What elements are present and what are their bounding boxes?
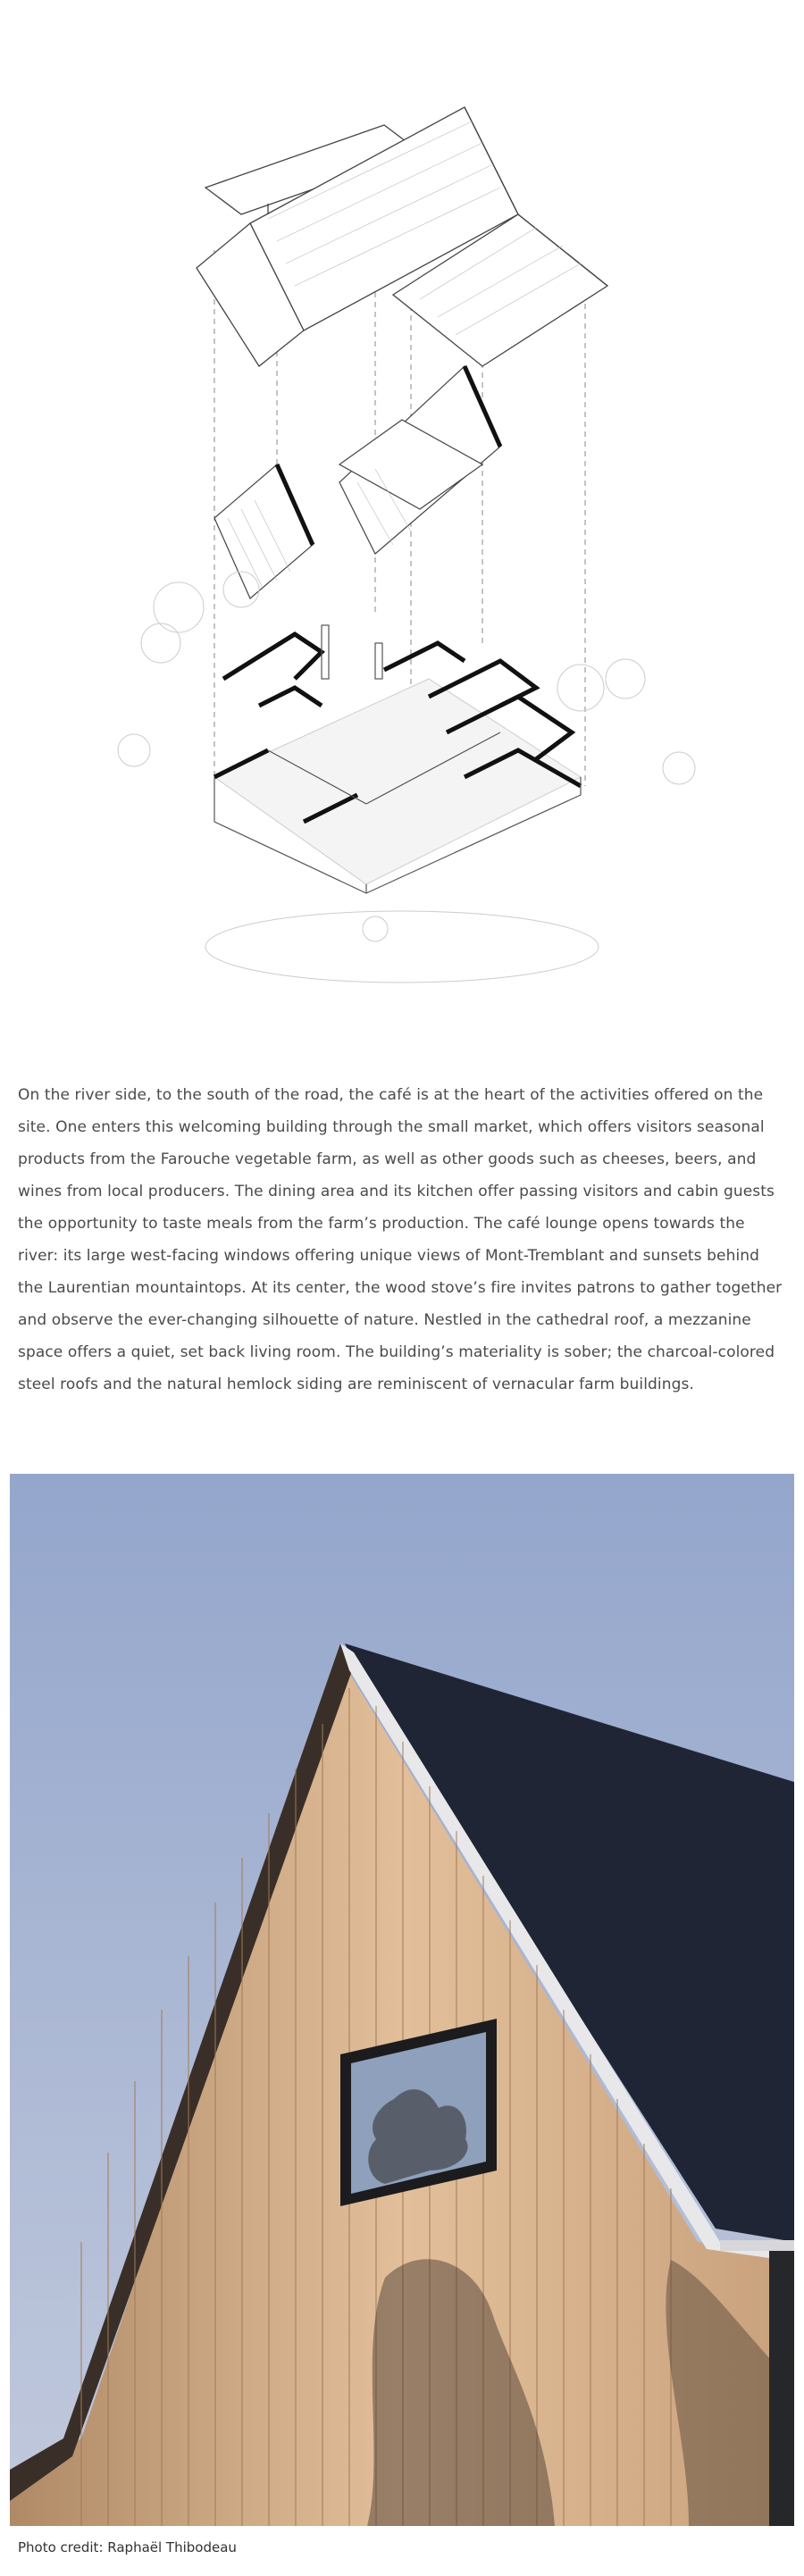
photo-credit: Photo credit: Raphaël Thibodeau [18,2539,237,2555]
roof-layer [197,107,607,366]
ground-floor-layer [214,625,581,893]
exploded-axonometric-diagram [0,0,804,1027]
article-paragraph: On the river side, to the south of the road, the café is at the heart of the activities offered on the site. One enters this welcoming building through the small market, which offers visitors seasonal products from the Farouche vegetable farm, as well as other goods such as cheeses, beers, and wines from local producers. The dining area and its kitchen offer passing visitors and cabin guests the opportunity to taste meals from the farm’s production. The café lounge opens towards the river: its large west-facing windows offering unique views of Mont-Tremblant and sunsets behind the Laurentian mountaintops. At its center, the wood stove’s fire invites patrons to gather together and observe the ever-changing silhouette of nature. Nestled in the cathedral roof, a mezzanine space offers a quiet, set back living room. The building’s materiality is sober; the charcoal-colored steel roofs and the natural hemlock siding are reminiscent of vernacular farm buildings. [18,1086,783,1393]
cafe-facade-photo [10,1474,794,2526]
